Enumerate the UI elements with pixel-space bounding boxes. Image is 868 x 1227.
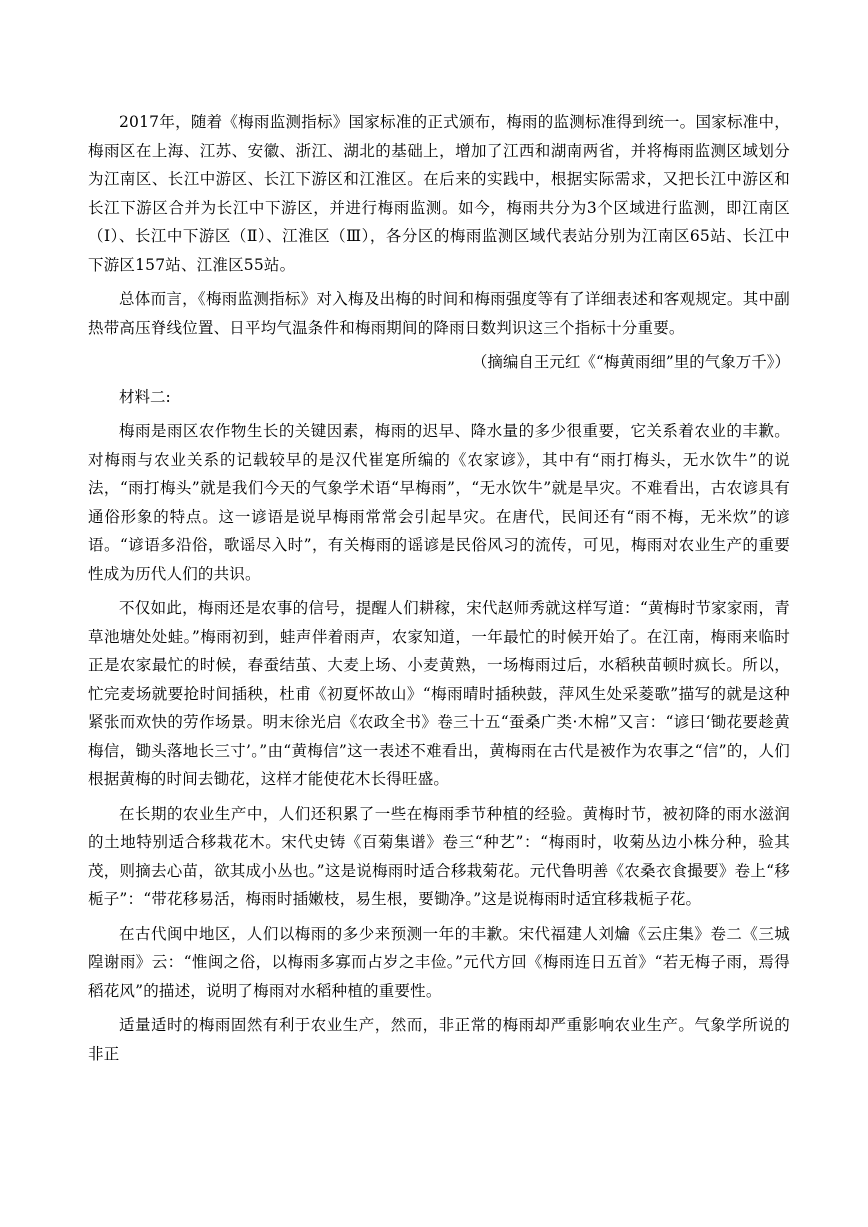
- paragraph-min-region-forecast: 在古代闽中地区，人们以梅雨的多少来预测一年的丰歉。宋代福建人刘爚《云庄集》卷二《三城隍谢雨》云：“惟闽之俗，以梅雨多寡而占岁之丰俭。”元代方回《梅雨连日五首》“若无梅子雨，焉得稻花风”的描述，说明了梅雨对水稻种植的重要性。: [88, 924, 790, 1000]
- paragraph-standard-zones: 2017年，随着《梅雨监测指标》国家标准的正式颁布，梅雨的监测标准得到统一。国家标准中，梅雨区在上海、江苏、安徽、浙江、湖北的基础上，增加了江西和湖南两省，并将梅雨监测区域划分为江南区、长江中游区、长江下游区和江淮区。在后来的实践中，根据实际需求，又把长江中游区和长江下游区合并为长江中下游区，并进行梅雨监测。如今，梅雨共分为3个区域进行监测，即江南区（Ⅰ）、长江中下游区（Ⅱ）、江淮区（Ⅲ），各分区的梅雨监测区域代表站分别为江南区65站、长江中下游区157站、江淮区55站。: [88, 113, 790, 274]
- paragraph-transplanting: 在长期的农业生产中，人们还积累了一些在梅雨季节种植的经验。黄梅时节，被初降的雨水滋润的土地特别适合移栽花木。宋代史铸《百菊集谱》卷三“种艺”：“梅雨时，收菊丛边小株分种，验其茂，则摘去心苗，欲其成小丛也。”这是说梅雨时适合移栽菊花。元代鲁明善《农桑衣食撮要》卷上“移栀子”：“带花移易活，梅雨时插嫩枝，易生根，要锄净。”这是说梅雨时适宜移栽栀子花。: [88, 804, 790, 908]
- paragraph-farming-signal: 不仅如此，梅雨还是农事的信号，提醒人们耕稼，宋代赵师秀就这样写道：“黄梅时节家家雨，青草池塘处处蛙。”梅雨初到，蛙声伴着雨声，农家知道，一年最忙的时候开始了。在江南，梅雨来临时正是农家最忙的时候，春蚕结茧、大麦上场、小麦黄熟，一场梅雨过后，水稻秧苗顿时疯长。所以，忙完麦场就要抢时间插秧，杜甫《初夏怀故山》“梅雨晴时插秧鼓，萍风生处采菱歌”描写的就是这种紧张而欢快的劳作场景。明末徐光启《农政全书》卷三十五“蚕桑广类·木棉”又言：“谚曰‘锄花要趁黄梅信，锄头落地长三寸’。”由“黄梅信”这一表述不难看出，黄梅雨在古代是被作为农事之“信”的，人们根据黄梅的时间去锄花，这样才能使花木长得旺盛。: [88, 599, 790, 788]
- source-citation: （摘编自王元红《“梅黄雨细”里的气象万千》）: [471, 353, 790, 371]
- paragraph-agriculture-proverbs: 梅雨是雨区农作物生长的关键因素，梅雨的迟早、降水量的多少很重要，它关系着农业的丰歉。对梅雨与农业关系的记载较早的是汉代崔寔所编的《农家谚》，其中有“雨打梅头，无水饮牛”的说法，“雨打梅头”就是我们今天的气象学术语“早梅雨”，“无水饮牛”就是旱灾。不难看出，古农谚具有通俗形象的特点。这一谚语是说早梅雨常常会引起旱灾。在唐代，民间还有“雨不梅，无米炊”的谚语。“谚语多沿俗，歌谣尽入时”，有关梅雨的谣谚是民俗风习的流传，可见，梅雨对农业生产的重要性成为历代人们的共识。: [88, 422, 790, 583]
- paragraph-indicators-summary: 总体而言，《梅雨监测指标》对入梅及出梅的时间和梅雨强度等有了详细表述和客观规定。其中副热带高压脊线位置、日平均气温条件和梅雨期间的降雨日数判识这三个指标十分重要。: [88, 290, 790, 337]
- paragraph-abnormal-meiyu: 适量适时的梅雨固然有利于农业生产，然而，非正常的梅雨却严重影响农业生产。气象学所说的非正: [88, 1016, 790, 1063]
- material-two-label: 材料二:: [119, 387, 171, 406]
